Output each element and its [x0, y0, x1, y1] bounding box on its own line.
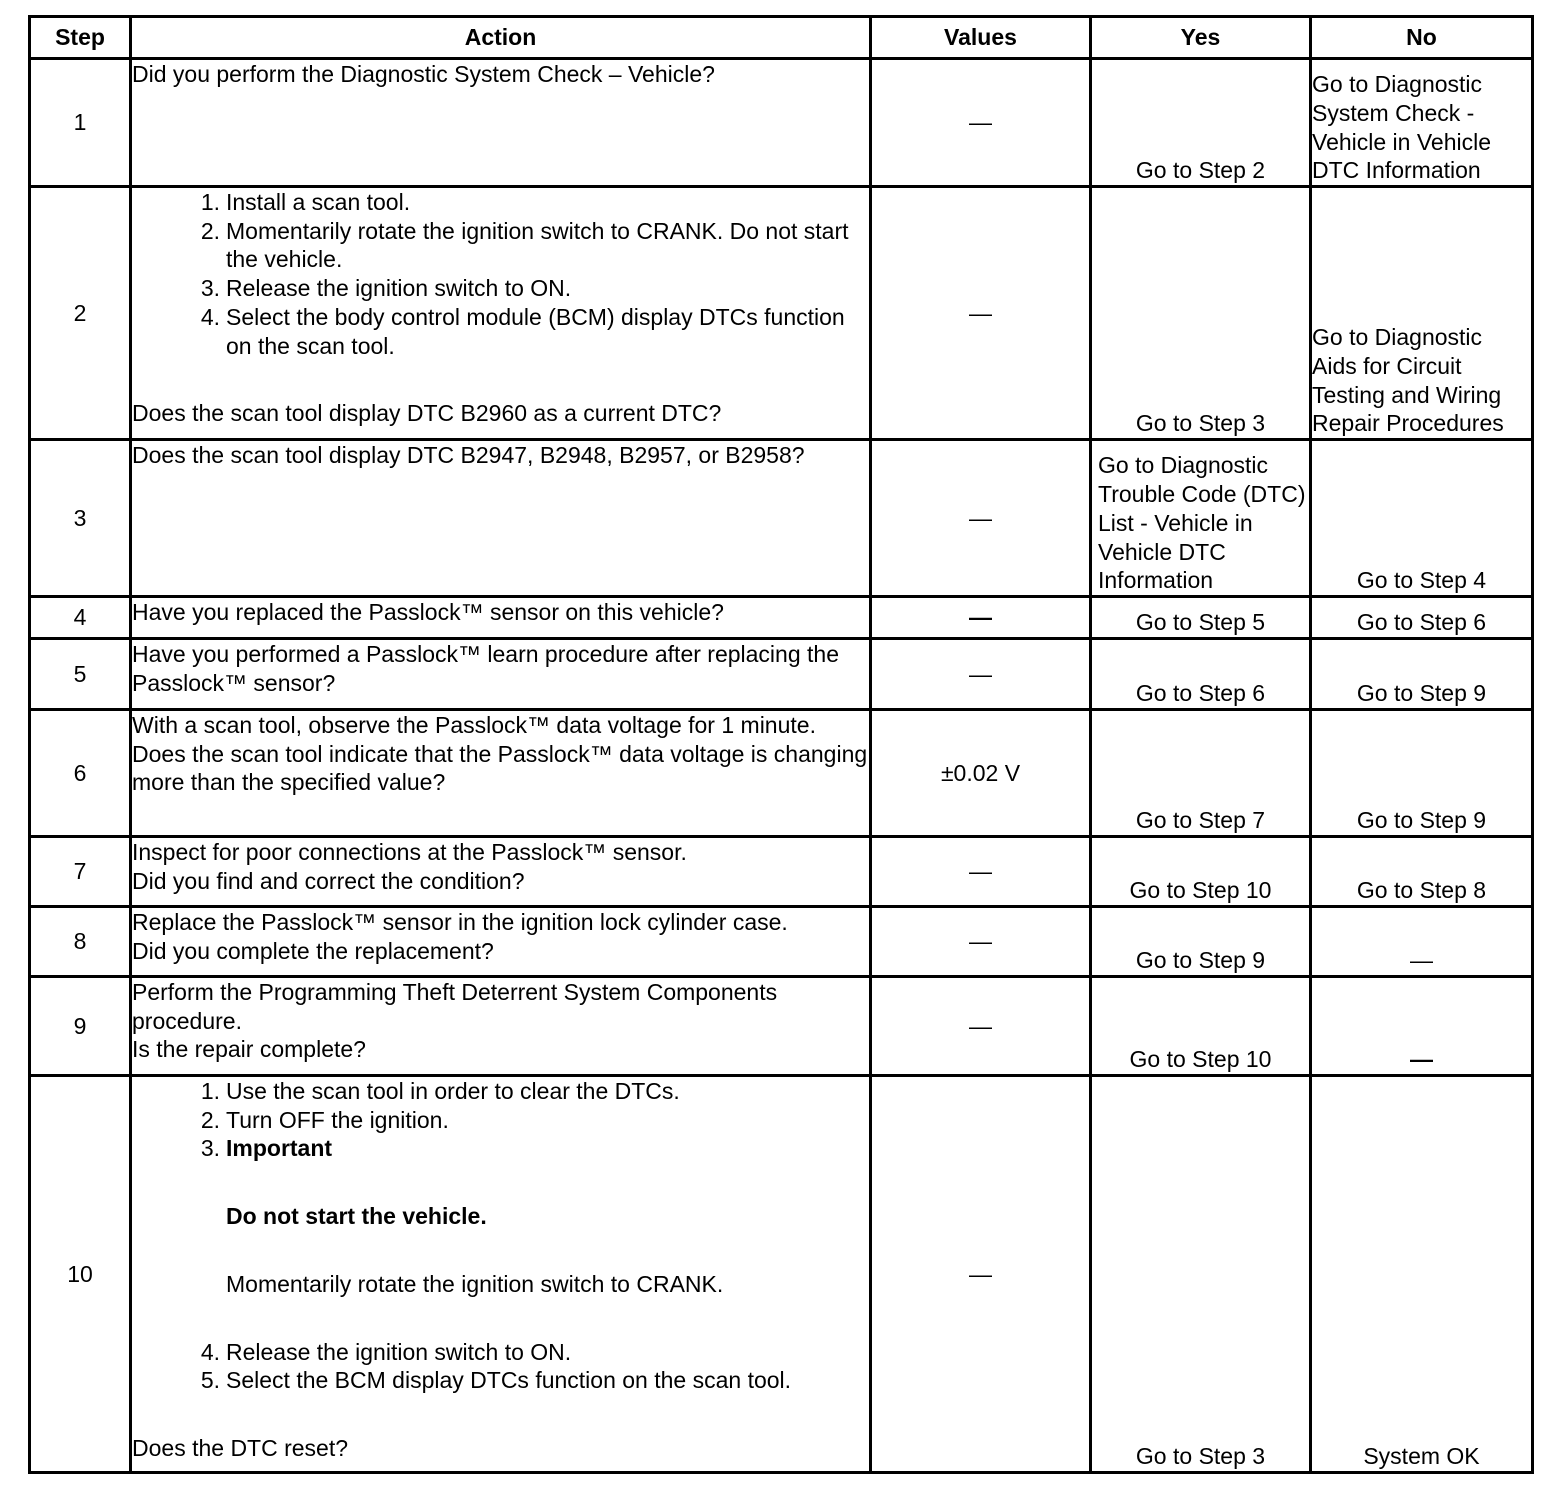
- values-cell: —: [871, 639, 1091, 710]
- step-number: 9: [30, 977, 131, 1076]
- values-cell: —: [871, 1076, 1091, 1473]
- table-row: [30, 187, 1533, 440]
- yes-cell: Go to Step 10: [1091, 977, 1311, 1076]
- values-cell: —: [871, 440, 1091, 597]
- yes-cell: Go to Step 6: [1091, 639, 1311, 710]
- table-row: [30, 907, 1533, 977]
- action-cell: [131, 1076, 871, 1473]
- no-cell: Go to Step 9: [1311, 710, 1533, 837]
- important-note: Do not start the vehicle.: [226, 1203, 487, 1230]
- table-row: [30, 837, 1533, 907]
- yes-cell: Go to Step 3: [1091, 1076, 1311, 1473]
- yes-cell: Go to Step 7: [1091, 710, 1311, 837]
- yes-cell: Go to Step 2: [1091, 59, 1311, 187]
- yes-cell: Go to Step 3: [1091, 187, 1311, 440]
- step-number: 4: [30, 597, 131, 639]
- procedure-text: Release the ignition switch to ON.: [226, 275, 572, 302]
- action-cell: [131, 440, 871, 597]
- action-text: Have you performed a Passlock™ learn procedure after replacing the Passlock™ sensor?: [132, 641, 839, 696]
- action-text: Have you replaced the Passlock™ sensor on this vehicle?: [132, 599, 724, 625]
- values-cell: —: [871, 977, 1091, 1076]
- values-cell: —: [871, 59, 1091, 187]
- table-row: [30, 1076, 1533, 1473]
- action-cell: [131, 59, 871, 187]
- no-cell: Go to Diagnostic System Check - Vehicle in Vehicle DTC Information: [1311, 59, 1533, 187]
- action-cell: [131, 710, 871, 837]
- table-row: [30, 639, 1533, 710]
- step-number: 2: [30, 187, 131, 440]
- no-cell: Go to Step 8: [1311, 837, 1533, 907]
- no-cell: Go to Step 9: [1311, 639, 1533, 710]
- table-row: [30, 710, 1533, 837]
- procedure-item: 4. Select the body control module (BCM) display DTCs function on the scan tool.: [132, 303, 869, 360]
- header-values: Values: [871, 17, 1091, 59]
- values-cell: —: [871, 597, 1091, 639]
- values-cell: —: [871, 837, 1091, 907]
- procedure-item: 4. Release the ignition switch to ON.: [132, 1338, 869, 1367]
- action-text: Inspect for poor connections at the Passlock™ sensor. Did you find and correct the condition?: [132, 839, 687, 894]
- table-row: [30, 440, 1533, 597]
- procedure-item: 1. Install a scan tool.: [132, 188, 869, 217]
- header-yes: Yes: [1091, 17, 1311, 59]
- step-number: 10: [30, 1076, 131, 1473]
- table-row: [30, 597, 1533, 639]
- header-step: Step: [30, 17, 131, 59]
- action-cell: [131, 977, 871, 1076]
- step-number: 8: [30, 907, 131, 977]
- question-text: Does the DTC reset?: [132, 1434, 349, 1461]
- step-number: 6: [30, 710, 131, 837]
- step-number: 3: [30, 440, 131, 597]
- values-cell: —: [871, 187, 1091, 440]
- procedure-text: Select the body control module (BCM) display DTCs function on the scan tool.: [226, 303, 845, 359]
- procedure-item: 3. Release the ignition switch to ON.: [132, 274, 869, 303]
- table-row: [30, 977, 1533, 1076]
- procedure-item: 2. Turn OFF the ignition.: [132, 1106, 869, 1135]
- step-number: 7: [30, 837, 131, 907]
- step-number: 5: [30, 639, 131, 710]
- values-cell: ±0.02 V: [871, 710, 1091, 837]
- procedure-item: 2. Momentarily rotate the ignition switch to CRANK. Do not start the vehicle.: [132, 217, 869, 274]
- no-cell: —: [1311, 907, 1533, 977]
- procedure-text: Select the BCM display DTCs function on the scan tool.: [226, 1367, 792, 1394]
- action-text: Replace the Passlock™ sensor in the ignition lock cylinder case. Did you complete the replacement?: [132, 909, 788, 964]
- values-cell: —: [871, 907, 1091, 977]
- important-label: Important: [226, 1135, 333, 1162]
- yes-cell: Go to Step 5: [1091, 597, 1311, 639]
- yes-cell: Go to Step 9: [1091, 907, 1311, 977]
- procedure-text: Install a scan tool.: [226, 189, 411, 215]
- procedure-item: 3. Important Do not start the vehicle. Momentarily rotate the ignition switch to CRANK.: [132, 1134, 869, 1337]
- question-text: Does the scan tool display DTC B2960 as a current DTC?: [132, 400, 722, 427]
- procedure-item: 1. Use the scan tool in order to clear the DTCs.: [132, 1077, 869, 1106]
- no-cell: System OK: [1311, 1076, 1533, 1473]
- action-text: With a scan tool, observe the Passlock™ data voltage for 1 minute. Does the scan tool indicate that the Passlock™ data voltage is changing more than the specified value?: [132, 712, 868, 796]
- procedure-item: 5. Select the BCM display DTCs function on the scan tool.: [132, 1366, 869, 1395]
- no-cell: Go to Diagnostic Aids for Circuit Testing and Wiring Repair Procedures: [1311, 187, 1533, 440]
- step-number: 1: [30, 59, 131, 187]
- table-row: [30, 59, 1533, 187]
- no-cell: —: [1311, 977, 1533, 1076]
- no-cell: Go to Step 4: [1311, 440, 1533, 597]
- header-action: Action: [131, 17, 871, 59]
- procedure-text: Release the ignition switch to ON.: [226, 1338, 572, 1365]
- action-text: Did you perform the Diagnostic System Check – Vehicle?: [132, 61, 715, 87]
- no-cell: Go to Step 6: [1311, 597, 1533, 639]
- action-cell: [131, 837, 871, 907]
- procedure-text: Use the scan tool in order to clear the DTCs.: [226, 1078, 680, 1104]
- procedure-text: Momentarily rotate the ignition switch to CRANK. Do not start the vehicle.: [226, 217, 849, 273]
- procedure-text: Turn OFF the ignition.: [226, 1106, 449, 1133]
- action-cell: [131, 639, 871, 710]
- header-no: No: [1311, 17, 1533, 59]
- header-row: [30, 17, 1533, 59]
- yes-cell: Go to Step 10: [1091, 837, 1311, 907]
- action-cell: [131, 907, 871, 977]
- action-text: Perform the Programming Theft Deterrent System Components procedure. Is the repair complete?: [132, 979, 778, 1063]
- diagnostic-table: [28, 15, 1534, 1474]
- action-text: Does the scan tool display DTC B2947, B2948, B2957, or B2958?: [132, 442, 805, 468]
- action-cell: [131, 597, 871, 639]
- action-cell: [131, 187, 871, 440]
- yes-cell: Go to Diagnostic Trouble Code (DTC) List - Vehicle in Vehicle DTC Information: [1091, 440, 1311, 597]
- important-text: Momentarily rotate the ignition switch to CRANK.: [226, 1270, 724, 1297]
